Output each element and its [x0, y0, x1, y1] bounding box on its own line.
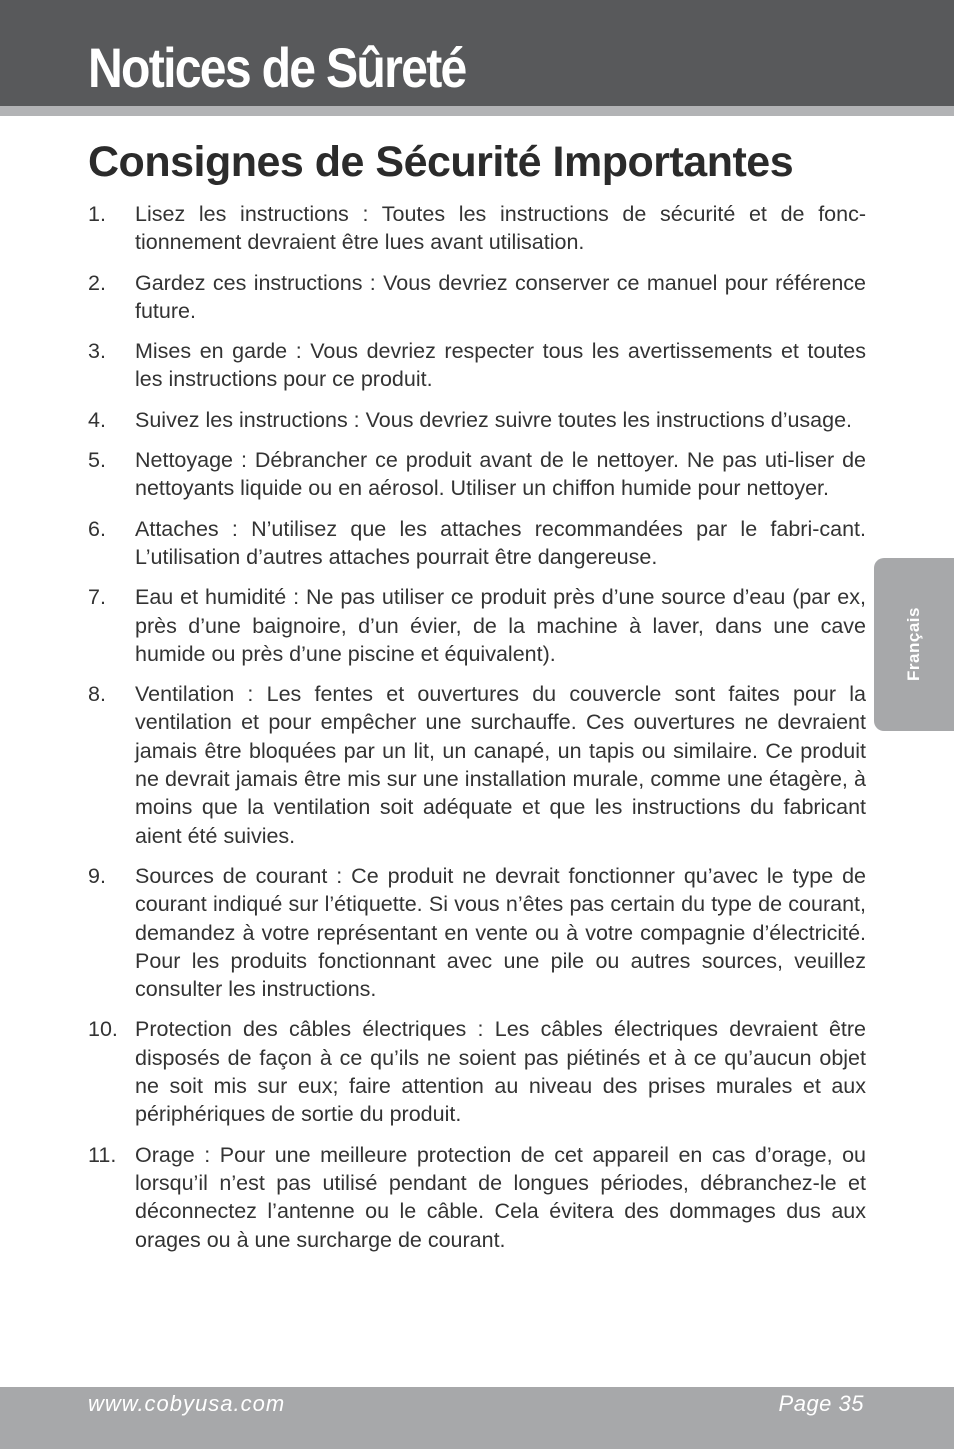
item-number: 2. — [88, 270, 106, 295]
header-divider — [0, 106, 954, 116]
list-item — [88, 446, 866, 503]
item-text: Sources de courant : Ce produit ne devrait fonctionner qu’avec le type de courant indiqué sur l’étiquette. Si vous n’êtes pas certain du type de courant, demandez à votre représentant en vente ou à votre compagnie d’électricité. Pour les produits fonctionnant avec une pile ou autres sources, veuillez consulter les instructions. — [135, 863, 866, 1002]
list-item — [88, 583, 866, 668]
item-text: Nettoyage : Débrancher ce produit avant de le nettoyer. Ne pas uti-liser de nettoyants liquide ou en aérosol. Utiliser un chiffon humide pour nettoyer. — [135, 448, 866, 501]
item-text: Suivez les instructions : Vous devriez suivre toutes les instructions d’usage. — [135, 407, 853, 432]
list-item — [88, 1015, 866, 1128]
language-tab-label: Français — [904, 607, 923, 681]
item-number: 7. — [88, 585, 106, 610]
item-text: Eau et humidité : Ne pas utiliser ce produit près d’une source d’eau (par ex, près d’une baignoire, d’un évier, de la machine à laver, dans une cave humide ou près d’une piscine et équivalent). — [135, 585, 866, 666]
item-number: 6. — [88, 516, 106, 541]
item-text: Protection des câbles électriques : Les câbles électriques devraient être disposés de façon à ce qu’ils ne soient pas piétinés et à ce qu’aucun objet ne soit mis sur eux; faire attention au niveau des prises murales et aux périphériques de sortie du produit. — [135, 1017, 866, 1127]
section-title: Consignes de Sécurité Importantes — [88, 138, 794, 186]
item-number: 10. — [88, 1017, 118, 1042]
item-number: 5. — [88, 448, 106, 473]
item-number: 11. — [88, 1142, 117, 1167]
language-tab — [874, 558, 954, 731]
item-text: Attaches : N’utilisez que les attaches recommandées par le fabri-cant. L’utilisation d’autres attaches pourrait être dangereuse. — [135, 516, 866, 569]
item-number: 8. — [88, 682, 106, 707]
list-item — [88, 1141, 866, 1254]
list-item — [88, 406, 866, 434]
list-item — [88, 680, 866, 850]
page-number: Page 35 — [778, 1391, 864, 1416]
list-item — [88, 200, 866, 257]
item-text: Gardez ces instructions : Vous devriez conserver ce manuel pour référence future. — [135, 270, 866, 323]
list-item — [88, 515, 866, 572]
item-text: Lisez les instructions : Toutes les instructions de sécurité et de fonc-tionnement devraient être lues avant utilisation. — [135, 202, 866, 255]
item-text: Mises en garde : Vous devriez respecter tous les avertissements et toutes les instructions pour ce produit. — [135, 339, 866, 392]
item-text: Orage : Pour une meilleure protection de cet appareil en cas d’orage, ou lorsqu’il n’est pas utilisé pendant de longues périodes, débranchez-le et déconnectez l’antenne ou le câble. Cela évitera des dommages dus aux orages ou à une surcharge de courant. — [135, 1142, 866, 1252]
item-number: 9. — [88, 863, 106, 888]
list-item — [88, 269, 866, 326]
list-item — [88, 862, 866, 1003]
item-text: Ventilation : Les fentes et ouvertures du couvercle sont faites pour la ventilation et pour empêcher une surchauffe. Ces ouvertures ne devraient jamais être bloquées par un lit, un canapé, un tapis ou similaire. Ce produit ne devrait jamais être mis sur une installation murale, comme une étagère, à moins que la ventilation soit adéquate et que les instructions du fabricant aient été suivies. — [135, 682, 866, 848]
page-title: Notices de Sûreté — [88, 36, 466, 99]
list-item — [88, 337, 866, 394]
item-number: 4. — [88, 407, 106, 432]
item-number: 1. — [88, 202, 106, 226]
footer-url: www.cobyusa.com — [88, 1391, 286, 1416]
instruction-list — [88, 200, 866, 1266]
item-number: 3. — [88, 339, 106, 364]
